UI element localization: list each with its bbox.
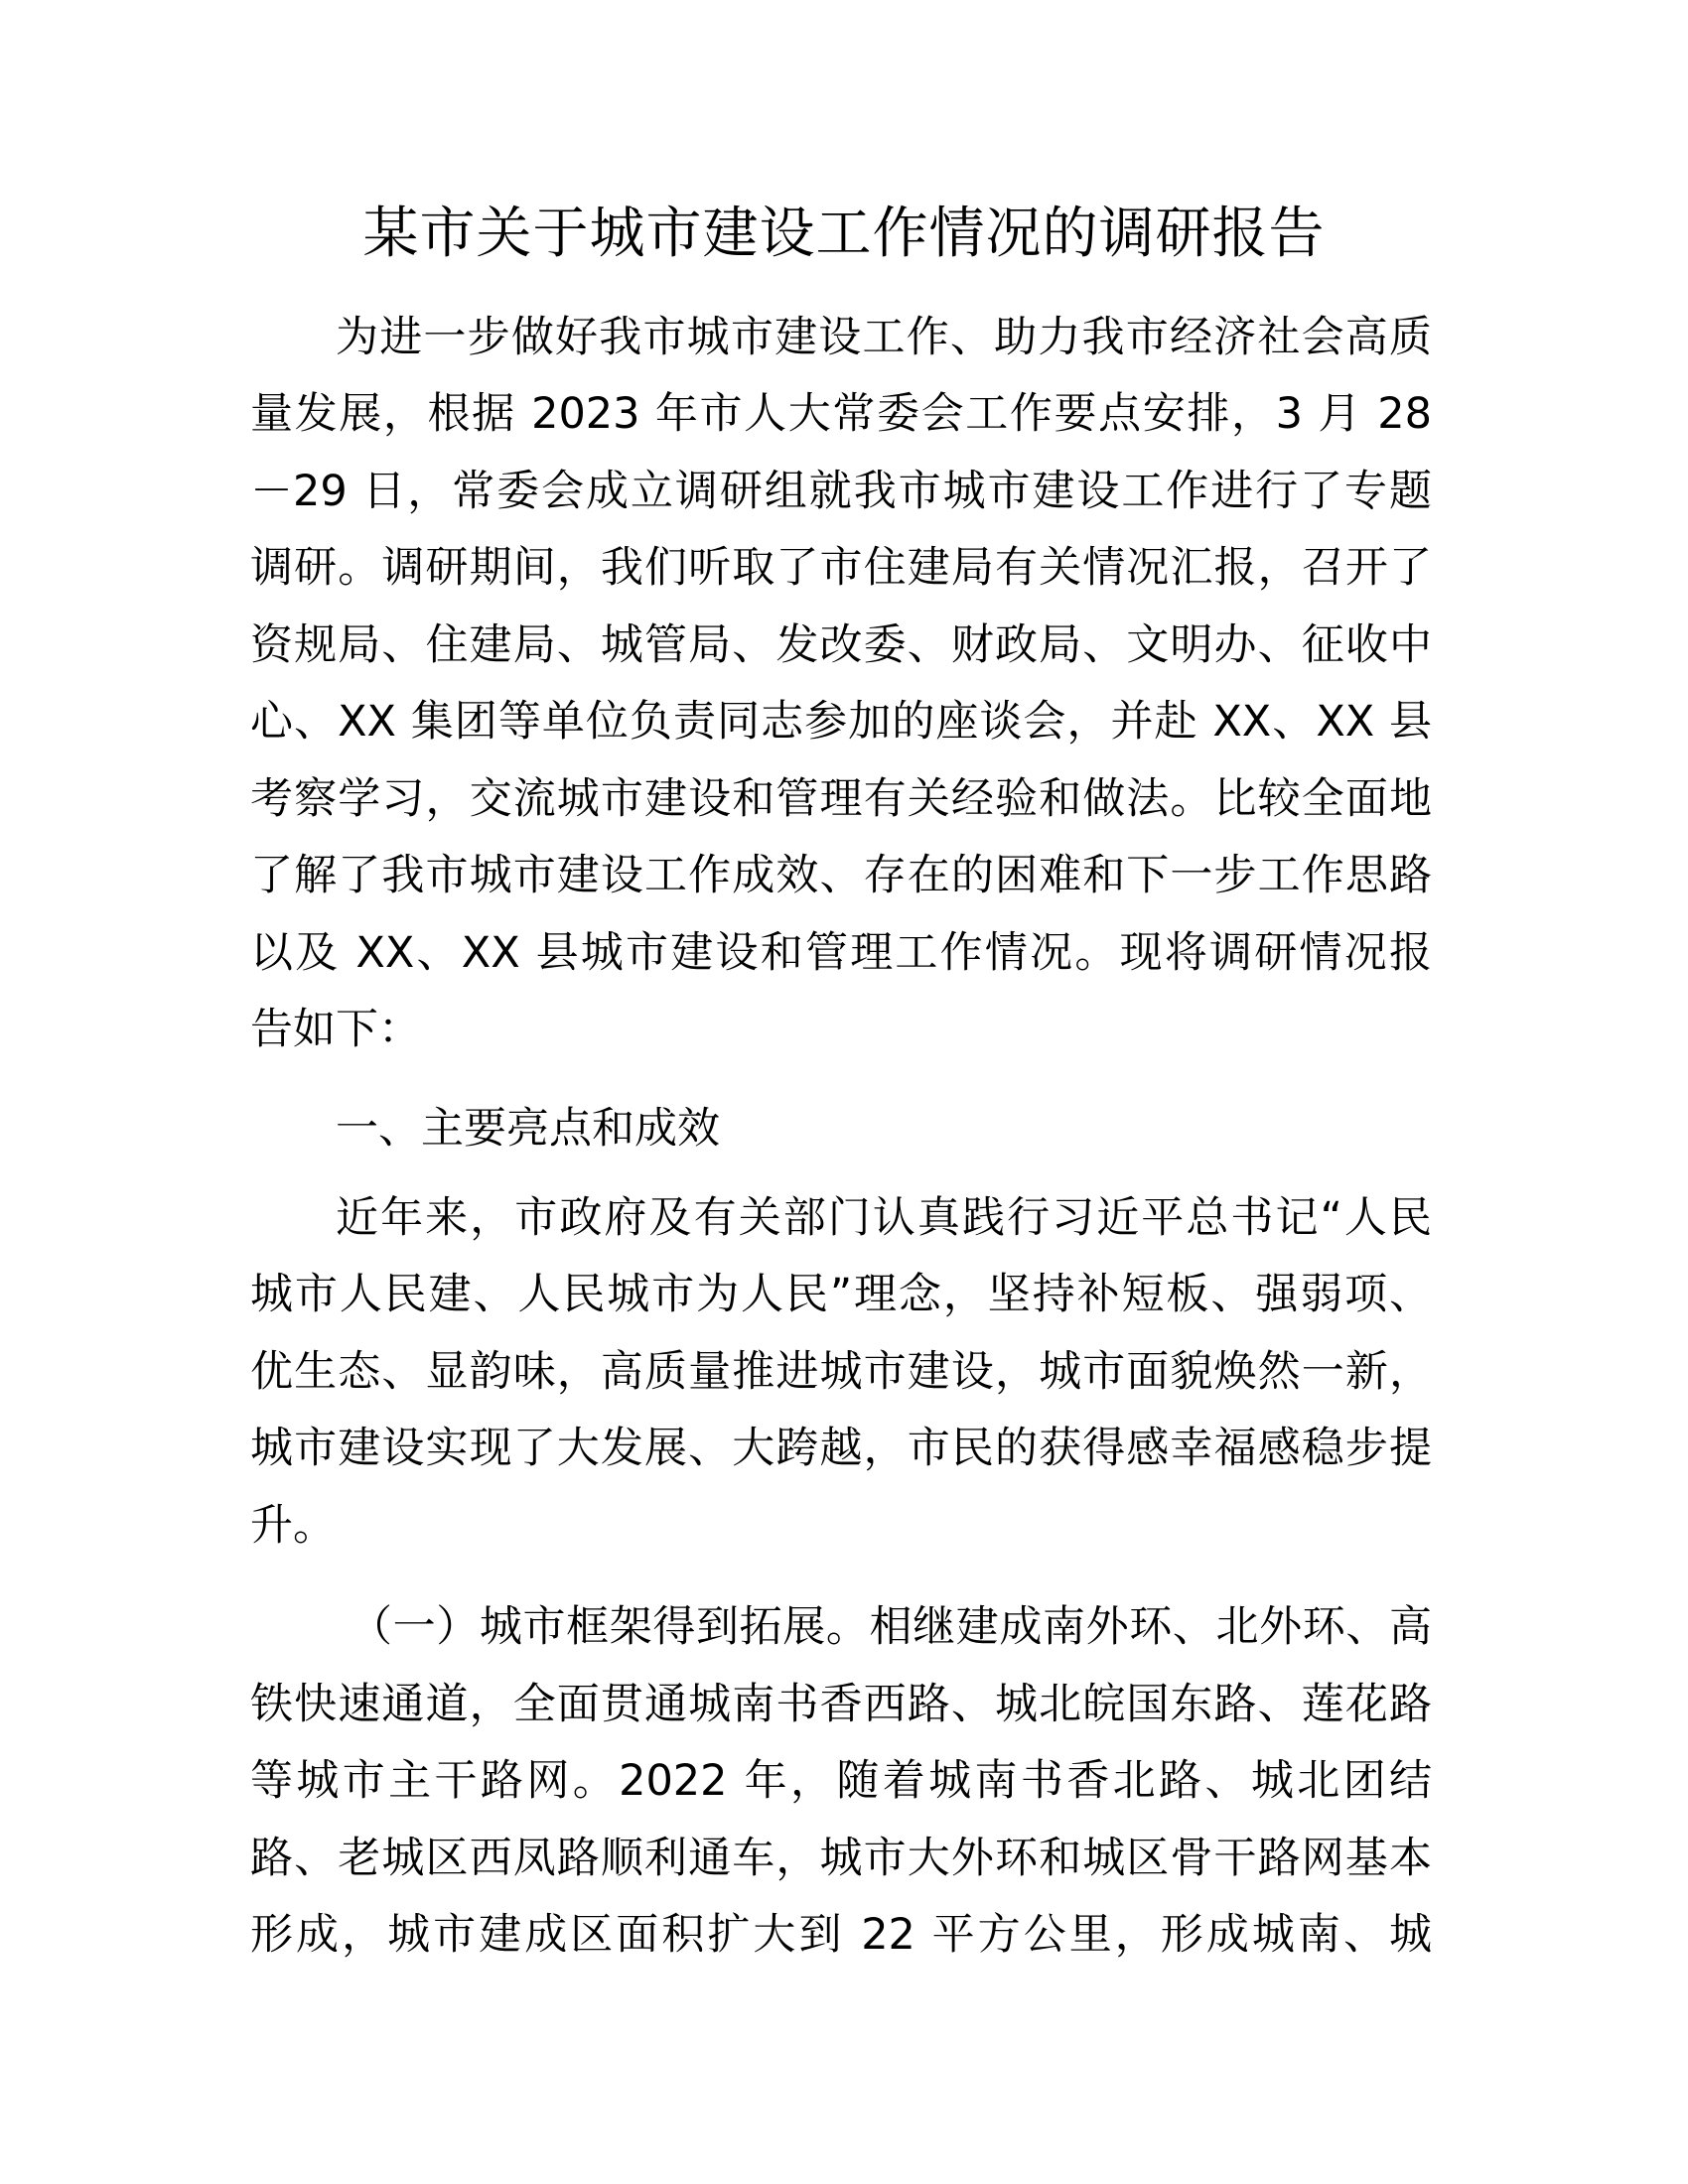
paragraph3-line: 铁快速通道，全面贯通城南书香西路、城北皖国东路、莲花路 xyxy=(250,1680,1432,1729)
paragraph3-line: 形成，城市建成区面积扩大到 22 平方公里，形成城南、城 xyxy=(250,1910,1432,1960)
paragraph1-line: 为进一步做好我市城市建设工作、助力我市经济社会高质 xyxy=(336,313,1432,362)
paragraph2-line: 优生态、显韵味，高质量推进城市建设，城市面貌焕然一新， xyxy=(250,1347,1432,1397)
paragraph2-line: 城市建设实现了大发展、大跨越，市民的获得感幸福感稳步提 xyxy=(250,1424,1432,1473)
paragraph1-line: 以及 XX、XX 县城市建设和管理工作情况。现将调研情况报 xyxy=(250,928,1432,978)
section-heading: 一、主要亮点和成效 xyxy=(336,1104,720,1154)
paragraph1-line: 了解了我市城市建设工作成效、存在的困难和下一步工作思路 xyxy=(250,851,1432,900)
paragraph1-line: 量发展，根据 2023 年市人大常委会工作要点安排，3 月 28 xyxy=(250,389,1432,439)
paragraph1-line: 资规局、住建局、城管局、发改委、财政局、文明办、征收中 xyxy=(250,620,1432,670)
paragraph3-line: 路、老城区西凤路顺利通车，城市大外环和城区骨干路网基本 xyxy=(250,1834,1432,1883)
paragraph3-line: （一）城市框架得到拓展。相继建成南外环、北外环、高 xyxy=(350,1602,1432,1652)
paragraph1-line: －29 日，常委会成立调研组就我市城市建设工作进行了专题 xyxy=(250,467,1432,516)
paragraph1-line: 告如下： xyxy=(250,1005,421,1054)
paragraph1-line: 调研。调研期间，我们听取了市住建局有关情况汇报，召开了 xyxy=(250,543,1432,593)
paragraph2-line: 升。 xyxy=(250,1501,336,1551)
document-title: 某市关于城市建设工作情况的调研报告 xyxy=(362,202,1326,266)
paragraph1-line: 心、XX 集团等单位负责同志参加的座谈会，并赴 XX、XX 县 xyxy=(250,697,1432,747)
paragraph1-line: 考察学习，交流城市建设和管理有关经验和做法。比较全面地 xyxy=(250,774,1432,824)
paragraph2-line: 近年来，市政府及有关部门认真践行习近平总书记“人民 xyxy=(336,1193,1432,1243)
paragraph3-line: 等城市主干路网。2022 年，随着城南书香北路、城北团结 xyxy=(250,1756,1432,1806)
paragraph2-line: 城市人民建、人民城市为人民”理念，坚持补短板、强弱项、 xyxy=(250,1270,1432,1319)
